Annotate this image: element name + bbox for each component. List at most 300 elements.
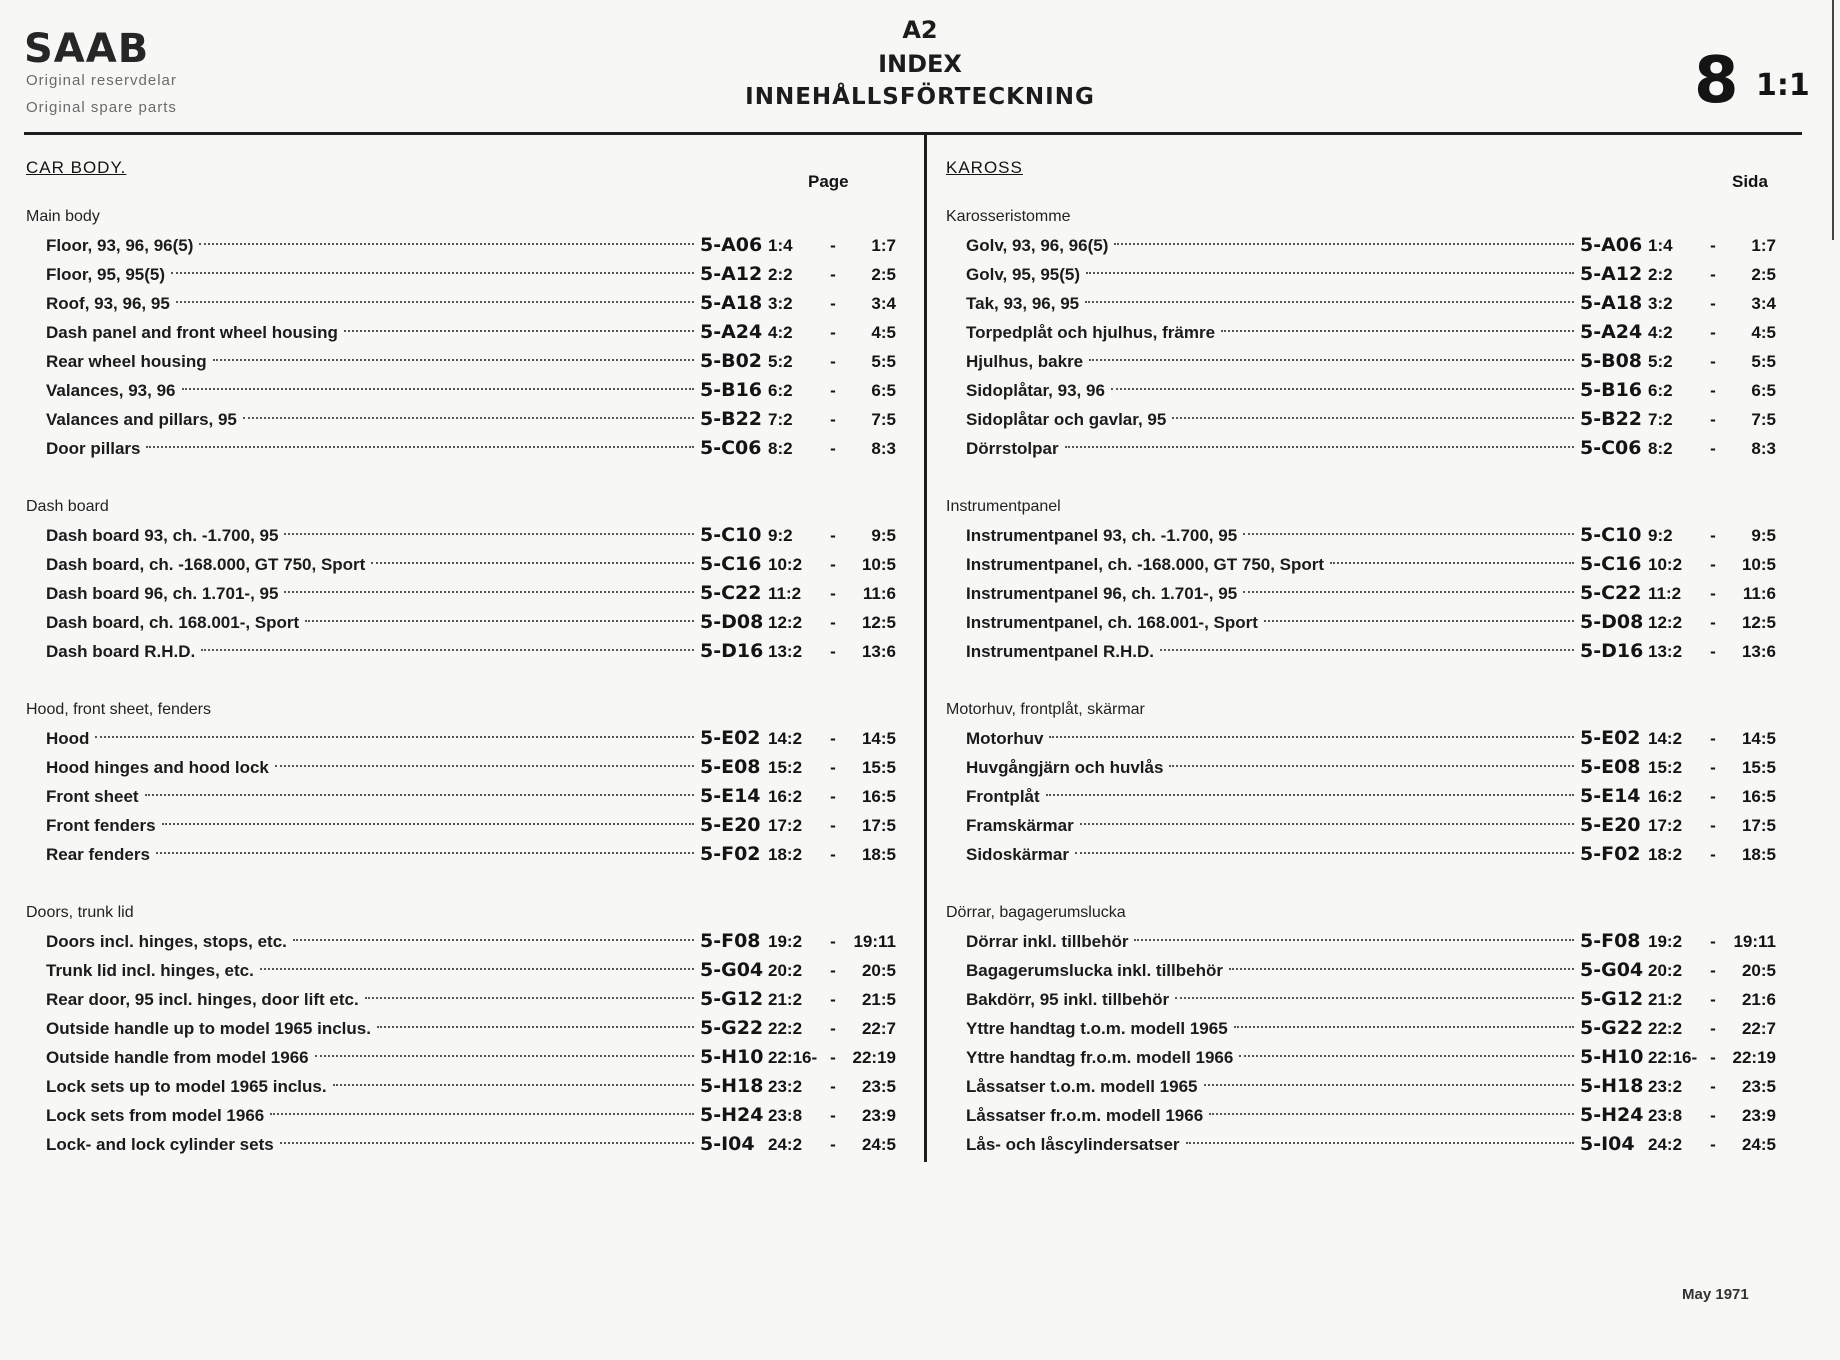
page-to: 21:6 — [1741, 990, 1776, 1009]
index-group — [26, 898, 896, 1159]
index-entry — [946, 608, 1776, 637]
swedish-groups — [946, 202, 1776, 1188]
page-header — [0, 0, 1840, 135]
index-group — [946, 492, 1776, 666]
page-from: 10:2 — [768, 555, 803, 574]
part-code: 5-G04 — [1580, 959, 1644, 981]
entry-label: Door pillars — [46, 439, 141, 458]
page-to: 20:5 — [861, 961, 896, 980]
page-from: 10:2 — [1648, 555, 1683, 574]
page-to: 3:4 — [1751, 294, 1776, 313]
index-entry — [946, 637, 1776, 666]
entry-label: Instrumentpanel, ch. -168.000, GT 750, Sport — [966, 555, 1325, 574]
leader-dots — [1049, 736, 1574, 738]
page-to: 11:6 — [862, 584, 896, 603]
publication-date: May 1971 — [1682, 1286, 1749, 1303]
part-code: 5-C22 — [1580, 582, 1642, 604]
index-entry — [946, 1072, 1776, 1101]
leader-dots — [333, 1084, 694, 1086]
group-title: Main body — [26, 208, 100, 225]
leader-dots — [146, 446, 694, 448]
page-range-dash: - — [1710, 265, 1716, 284]
index-entry — [946, 347, 1776, 376]
page-from: 22:16- — [1648, 1048, 1698, 1067]
leader-dots — [293, 939, 694, 941]
entry-label: Floor, 93, 96, 96(5) — [46, 236, 194, 255]
part-code: 5-E08 — [700, 756, 761, 778]
page-from: 24:2 — [768, 1135, 803, 1154]
leader-dots — [1134, 939, 1574, 941]
entry-label: Instrumentpanel 93, ch. -1.700, 95 — [966, 526, 1238, 545]
index-entry — [26, 405, 896, 434]
page-range-dash: - — [1710, 642, 1716, 661]
part-code: 5-B16 — [700, 379, 763, 401]
entry-label: Sidoplåtar och gavlar, 95 — [966, 410, 1167, 429]
index-entry — [946, 956, 1776, 985]
index-entry — [26, 289, 896, 318]
index-entry — [946, 811, 1776, 840]
part-code: 5-C22 — [700, 582, 762, 604]
page-range-dash: - — [1710, 584, 1716, 603]
page-to: 5:5 — [871, 352, 896, 371]
page-from: 12:2 — [1648, 613, 1683, 632]
part-code: 5-D16 — [1580, 640, 1644, 662]
document-code: A2 — [902, 16, 938, 44]
page-range-dash: - — [1710, 1048, 1716, 1067]
page-range-dash: - — [830, 1077, 836, 1096]
page-from: 15:2 — [1648, 758, 1683, 777]
index-entry — [946, 289, 1776, 318]
page-range-dash: - — [1710, 1135, 1716, 1154]
leader-dots — [1204, 1084, 1575, 1086]
part-code: 5-G12 — [700, 988, 764, 1010]
page-from: 3:2 — [768, 294, 793, 313]
part-code: 5-F08 — [700, 930, 761, 952]
page-range-dash: - — [1710, 294, 1716, 313]
leader-dots — [1075, 852, 1574, 854]
part-code: 5-E20 — [700, 814, 761, 836]
page-from: 9:2 — [768, 526, 793, 545]
tagline-swedish: Original reservdelar — [26, 72, 177, 89]
page-range-dash: - — [830, 642, 836, 661]
leader-dots — [156, 852, 694, 854]
index-subtitle: INNEHÅLLSFÖRTECKNING — [745, 84, 1095, 110]
entry-label: Framskärmar — [966, 816, 1074, 835]
entry-label: Yttre handtag fr.o.m. modell 1966 — [966, 1048, 1234, 1067]
index-entry — [946, 434, 1776, 463]
page-from: 3:2 — [1648, 294, 1673, 313]
index-entry — [26, 840, 896, 869]
group-title: Instrumentpanel — [946, 498, 1061, 515]
page-to: 22:7 — [1741, 1019, 1776, 1038]
index-entry — [26, 1130, 896, 1159]
index-entry — [26, 318, 896, 347]
entry-label: Dörrstolpar — [966, 439, 1059, 458]
part-code: 5-D16 — [700, 640, 764, 662]
index-entry — [946, 724, 1776, 753]
leader-dots — [371, 562, 694, 564]
page-range-dash: - — [830, 294, 836, 313]
page-range-dash: - — [1710, 1077, 1716, 1096]
entry-label: Tak, 93, 96, 95 — [966, 294, 1080, 313]
index-entry — [26, 260, 896, 289]
index-entry — [946, 782, 1776, 811]
part-code: 5-F02 — [1580, 843, 1641, 865]
page-range-dash: - — [830, 613, 836, 632]
page-range-dash: - — [1710, 990, 1716, 1009]
index-entry — [26, 1101, 896, 1130]
index-entry — [946, 840, 1776, 869]
page-range-dash: - — [1710, 845, 1716, 864]
leader-dots — [344, 330, 694, 332]
group-title: Motorhuv, frontplåt, skärmar — [946, 701, 1145, 718]
page-range-dash: - — [1710, 729, 1716, 748]
page-to: 13:6 — [861, 642, 896, 661]
part-code: 5-C06 — [700, 437, 762, 459]
index-entry — [946, 376, 1776, 405]
leader-dots — [145, 794, 694, 796]
page-from: 23:2 — [1648, 1077, 1683, 1096]
page-range-dash: - — [1710, 758, 1716, 777]
page-to: 7:5 — [871, 410, 896, 429]
index-group — [946, 202, 1776, 463]
page-range-dash: - — [830, 439, 836, 458]
page-range-dash: - — [1710, 526, 1716, 545]
part-code: 5-E02 — [700, 727, 761, 749]
page-to: 23:9 — [1741, 1106, 1776, 1125]
page-range-dash: - — [1710, 613, 1716, 632]
leader-dots — [243, 417, 694, 419]
part-code: 5-C16 — [700, 553, 762, 575]
index-entry — [946, 927, 1776, 956]
entry-label: Trunk lid incl. hinges, etc. — [46, 961, 254, 980]
index-entry — [26, 724, 896, 753]
page-from: 15:2 — [768, 758, 803, 777]
page-from: 19:2 — [768, 932, 803, 951]
index-entry — [26, 927, 896, 956]
page-to: 12:5 — [1741, 613, 1776, 632]
page-to: 10:5 — [861, 555, 896, 574]
entry-label: Front sheet — [46, 787, 139, 806]
part-code: 5-B02 — [700, 350, 763, 372]
leader-dots — [260, 968, 694, 970]
entry-label: Yttre handtag t.o.m. modell 1965 — [966, 1019, 1228, 1038]
page-from: 18:2 — [768, 845, 803, 864]
page-from: 7:2 — [768, 410, 793, 429]
entry-label: Bakdörr, 95 inkl. tillbehör — [966, 990, 1170, 1009]
page-from: 23:2 — [768, 1077, 803, 1096]
index-entry — [26, 376, 896, 405]
page-from: 23:8 — [1648, 1106, 1683, 1125]
page-from: 14:2 — [1648, 729, 1683, 748]
index-entry — [26, 782, 896, 811]
leader-dots — [182, 388, 695, 390]
page-to: 23:5 — [861, 1077, 896, 1096]
index-entry — [26, 579, 896, 608]
part-code: 5-G22 — [700, 1017, 764, 1039]
page-to: 14:5 — [1741, 729, 1776, 748]
saab-logo: SAAB — [24, 26, 150, 72]
page-range-dash: - — [830, 526, 836, 545]
part-code: 5-A24 — [700, 321, 763, 343]
page-from: 16:2 — [1648, 787, 1683, 806]
page-range-dash: - — [830, 265, 836, 284]
leader-dots — [95, 736, 694, 738]
leader-dots — [1065, 446, 1574, 448]
index-entry — [26, 1072, 896, 1101]
index-entry — [946, 1130, 1776, 1159]
page-range-dash: - — [1710, 381, 1716, 400]
page-range-dash: - — [830, 990, 836, 1009]
page-from: 8:2 — [1648, 439, 1673, 458]
group-title: Dash board — [26, 498, 109, 515]
page-to: 21:5 — [861, 990, 896, 1009]
page-from: 6:2 — [768, 381, 793, 400]
index-entry — [26, 753, 896, 782]
part-code: 5-B22 — [1580, 408, 1643, 430]
page-from: 19:2 — [1648, 932, 1683, 951]
entry-label: Dash board, ch. 168.001-, Sport — [46, 613, 300, 632]
entry-label: Hjulhus, bakre — [966, 352, 1084, 371]
page-to: 16:5 — [861, 787, 896, 806]
part-code: 5-H18 — [1580, 1075, 1644, 1097]
leader-dots — [1172, 417, 1574, 419]
part-code: 5-H18 — [700, 1075, 764, 1097]
entry-label: Hood hinges and hood lock — [46, 758, 269, 777]
page-range-dash: - — [830, 584, 836, 603]
entry-label: Lock- and lock cylinder sets — [46, 1135, 274, 1154]
leader-dots — [365, 997, 694, 999]
page-to: 15:5 — [1741, 758, 1776, 777]
index-entry — [26, 956, 896, 985]
leader-dots — [1243, 591, 1574, 593]
index-entry — [946, 579, 1776, 608]
page-from: 5:2 — [1648, 352, 1673, 371]
group-title: Karosseristomme — [946, 208, 1071, 225]
entry-label: Dash board R.H.D. — [46, 642, 196, 661]
part-code: 5-A06 — [1580, 234, 1643, 256]
index-entry — [946, 985, 1776, 1014]
index-entry — [946, 231, 1776, 260]
leader-dots — [213, 359, 694, 361]
page-from: 22:16- — [768, 1048, 818, 1067]
index-entry — [26, 521, 896, 550]
entry-label: Huvgångjärn och huvlås — [966, 758, 1164, 777]
page-from: 7:2 — [1648, 410, 1673, 429]
english-groups — [26, 202, 896, 1188]
header-rule — [24, 132, 1802, 135]
page-to: 4:5 — [871, 323, 896, 342]
part-code: 5-E20 — [1580, 814, 1641, 836]
page-to: 19:11 — [1733, 932, 1776, 951]
entry-label: Dash board 96, ch. 1.701-, 95 — [46, 584, 279, 603]
leader-dots — [1160, 649, 1574, 651]
page-to: 18:5 — [1741, 845, 1776, 864]
index-entry — [946, 1101, 1776, 1130]
page-to: 22:19 — [852, 1048, 896, 1067]
page-to: 2:5 — [1751, 265, 1776, 284]
entry-label: Valances and pillars, 95 — [46, 410, 237, 429]
leader-dots — [1221, 330, 1574, 332]
index-group — [946, 898, 1776, 1159]
index-entry — [26, 985, 896, 1014]
page-range-dash: - — [830, 410, 836, 429]
leader-dots — [176, 301, 694, 303]
entry-label: Dash panel and front wheel housing — [46, 323, 338, 342]
page-range-dash: - — [1710, 555, 1716, 574]
page-from: 11:2 — [1648, 584, 1682, 603]
page-to: 12:5 — [861, 613, 896, 632]
page-range-dash: - — [1710, 323, 1716, 342]
leader-dots — [1169, 765, 1574, 767]
page-to: 8:3 — [871, 439, 896, 458]
entry-label: Torpedplåt och hjulhus, främre — [966, 323, 1216, 342]
page-from: 20:2 — [768, 961, 803, 980]
entry-label: Sidoskärmar — [966, 845, 1069, 864]
leader-dots — [284, 591, 694, 593]
page-to: 14:5 — [861, 729, 896, 748]
page-from: 24:2 — [1648, 1135, 1683, 1154]
page-to: 2:5 — [871, 265, 896, 284]
leader-dots — [1229, 968, 1574, 970]
entry-label: Floor, 95, 95(5) — [46, 265, 166, 284]
section-number: 8 — [1694, 44, 1739, 118]
leader-dots — [1114, 243, 1574, 245]
leader-dots — [1209, 1113, 1574, 1115]
index-entry — [946, 1014, 1776, 1043]
entry-label: Bagagerumslucka inkl. tillbehör — [966, 961, 1223, 980]
page-range-dash: - — [1710, 439, 1716, 458]
entry-label: Golv, 95, 95(5) — [966, 265, 1081, 284]
part-code: 5-F08 — [1580, 930, 1641, 952]
page-to: 15:5 — [861, 758, 896, 777]
leader-dots — [1089, 359, 1574, 361]
page-from: 2:2 — [1648, 265, 1673, 284]
index-entry — [26, 637, 896, 666]
page-from: 9:2 — [1648, 526, 1673, 545]
page-from: 8:2 — [768, 439, 793, 458]
part-code: 5-B08 — [1580, 350, 1643, 372]
entry-label: Sidoplåtar, 93, 96 — [966, 381, 1105, 400]
part-code: 5-A12 — [1580, 263, 1643, 285]
index-entry — [946, 521, 1776, 550]
part-code: 5-I04 — [1580, 1133, 1635, 1155]
section-subnumber: 1:1 — [1756, 68, 1810, 103]
page-range-dash: - — [830, 1106, 836, 1125]
scan-edge-mark — [1832, 0, 1834, 240]
page-to: 6:5 — [1751, 381, 1776, 400]
page-to: 5:5 — [1751, 352, 1776, 371]
entry-label: Instrumentpanel R.H.D. — [966, 642, 1154, 661]
page-range-dash: - — [830, 787, 836, 806]
entry-label: Motorhuv — [966, 729, 1044, 748]
entry-label: Instrumentpanel, ch. 168.001-, Sport — [966, 613, 1258, 632]
part-code: 5-G22 — [1580, 1017, 1644, 1039]
leader-dots — [280, 1142, 694, 1144]
index-entry — [26, 811, 896, 840]
entry-label: Front fenders — [46, 816, 156, 835]
part-code: 5-A06 — [700, 234, 763, 256]
leader-dots — [1243, 533, 1574, 535]
part-code: 5-H10 — [1580, 1046, 1644, 1068]
part-code: 5-B22 — [700, 408, 763, 430]
page-from: 17:2 — [1648, 816, 1683, 835]
page-from: 21:2 — [768, 990, 803, 1009]
index-entry — [26, 550, 896, 579]
leader-dots — [284, 533, 694, 535]
page-from: 20:2 — [1648, 961, 1683, 980]
entry-label: Låssatser t.o.m. modell 1965 — [966, 1077, 1198, 1096]
index-group — [26, 695, 896, 869]
part-code: 5-A12 — [700, 263, 763, 285]
entry-label: Outside handle from model 1966 — [46, 1048, 309, 1067]
part-code: 5-E02 — [1580, 727, 1641, 749]
leader-dots — [1046, 794, 1574, 796]
index-entry — [946, 1043, 1776, 1072]
leader-dots — [199, 243, 694, 245]
leader-dots — [1175, 997, 1574, 999]
index-entry — [946, 318, 1776, 347]
index-group — [946, 695, 1776, 869]
column-divider — [924, 132, 927, 1162]
entry-label: Rear wheel housing — [46, 352, 207, 371]
page-from: 18:2 — [1648, 845, 1683, 864]
page-to: 19:11 — [853, 932, 896, 951]
page-range-dash: - — [830, 816, 836, 835]
leader-dots — [270, 1113, 694, 1115]
part-code: 5-A18 — [700, 292, 763, 314]
page-range-dash: - — [1710, 410, 1716, 429]
page-range-dash: - — [830, 932, 836, 951]
entry-label: Hood — [46, 729, 90, 748]
page-to: 6:5 — [871, 381, 896, 400]
part-code: 5-G04 — [700, 959, 764, 981]
sida-column-label: Sida — [1732, 172, 1768, 191]
page-range-dash: - — [1710, 961, 1716, 980]
part-code: 5-E14 — [1580, 785, 1641, 807]
index-title: INDEX — [878, 50, 962, 78]
part-code: 5-C10 — [700, 524, 762, 546]
page-range-dash: - — [830, 961, 836, 980]
page-range-dash: - — [1710, 236, 1716, 255]
part-code: 5-I04 — [700, 1133, 755, 1155]
page-from: 21:2 — [1648, 990, 1683, 1009]
page-from: 16:2 — [768, 787, 803, 806]
part-code: 5-D08 — [700, 611, 764, 633]
leader-dots — [377, 1026, 694, 1028]
entry-label: Roof, 93, 96, 95 — [46, 294, 170, 313]
page-range-dash: - — [830, 352, 836, 371]
swedish-section-heading: KAROSS — [946, 158, 1023, 177]
index-entry — [946, 260, 1776, 289]
leader-dots — [315, 1055, 694, 1057]
page-range-dash: - — [830, 555, 836, 574]
part-code: 5-C10 — [1580, 524, 1642, 546]
page-from: 22:2 — [768, 1019, 803, 1038]
page-from: 1:4 — [1648, 236, 1673, 255]
page-from: 1:4 — [768, 236, 793, 255]
leader-dots — [171, 272, 694, 274]
page-range-dash: - — [1710, 1019, 1716, 1038]
page-from: 6:2 — [1648, 381, 1673, 400]
page-range-dash: - — [830, 758, 836, 777]
page-from: 5:2 — [768, 352, 793, 371]
part-code: 5-E14 — [700, 785, 761, 807]
page-range-dash: - — [830, 1135, 836, 1154]
page-from: 12:2 — [768, 613, 803, 632]
leader-dots — [1234, 1026, 1574, 1028]
page-to: 11:6 — [1742, 584, 1776, 603]
